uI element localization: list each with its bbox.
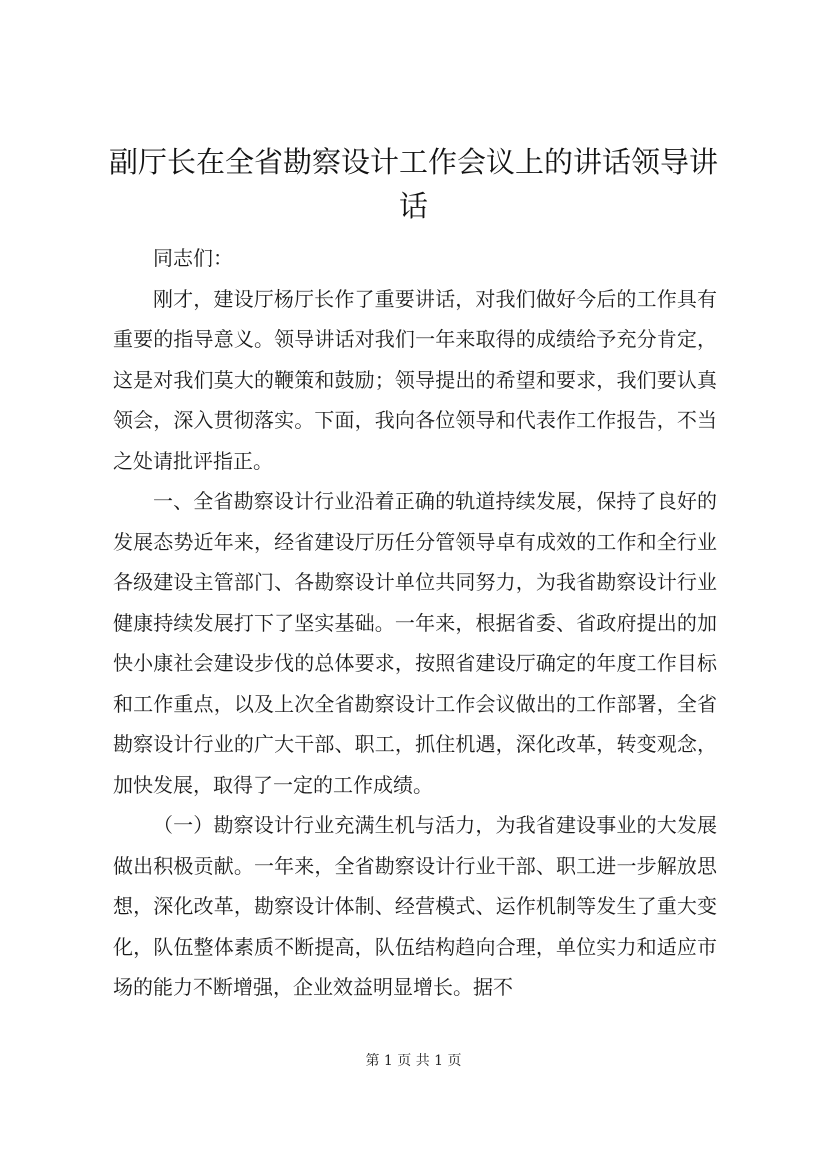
- paragraph-subsection-one: （一）勘察设计行业充满生机与活力，为我省建设事业的大发展做出积极贡献。一年来，全省勘察设计行业干部、职工进一步解放思想，深化改革，勘察设计体制、经营模式、运作机制等发生了重大变化，队伍整体素质不断提高，队伍结构趋向合理，单位实力和适应市场的能力不断增强，企业效益明显增长。据不: [113, 813, 717, 999]
- paragraph-opening: 刚才，建设厅杨厅长作了重要讲话，对我们做好今后的工作具有重要的指导意义。领导讲话对我们一年来取得的成绩给予充分肯定，这是对我们莫大的鞭策和鼓励；领导提出的希望和要求，我们要认真领会，深入贯彻落实。下面，我向各位领导和代表作工作报告，不当之处请批评指正。: [113, 286, 717, 473]
- document-body: [113, 238, 717, 1008]
- page-number-footer: 第 1 页 共 1 页: [365, 1053, 462, 1069]
- salutation: 同志们：: [153, 246, 233, 270]
- document-title: 副厅长在全省勘察设计工作会议上的讲话领导讲话: [108, 145, 718, 223]
- paragraph-section-one: 一、全省勘察设计行业沿着正确的轨道持续发展，保持了良好的发展态势近年来，经省建设厅历任分管领导卓有成效的工作和全行业各级建设主管部门、各勘察设计单位共同努力，为我省勘察设计行业健康持续发展打下了坚实基础。一年来，根据省委、省政府提出的加快小康社会建设步伐的总体要求，按照省建设厅确定的年度工作目标和工作重点，以及上次全省勘察设计工作会议做出的工作部署，全省勘察设计行业的广大干部、职工，抓住机遇，深化改革，转变观念，加快发展，取得了一定的工作成绩。: [113, 489, 717, 797]
